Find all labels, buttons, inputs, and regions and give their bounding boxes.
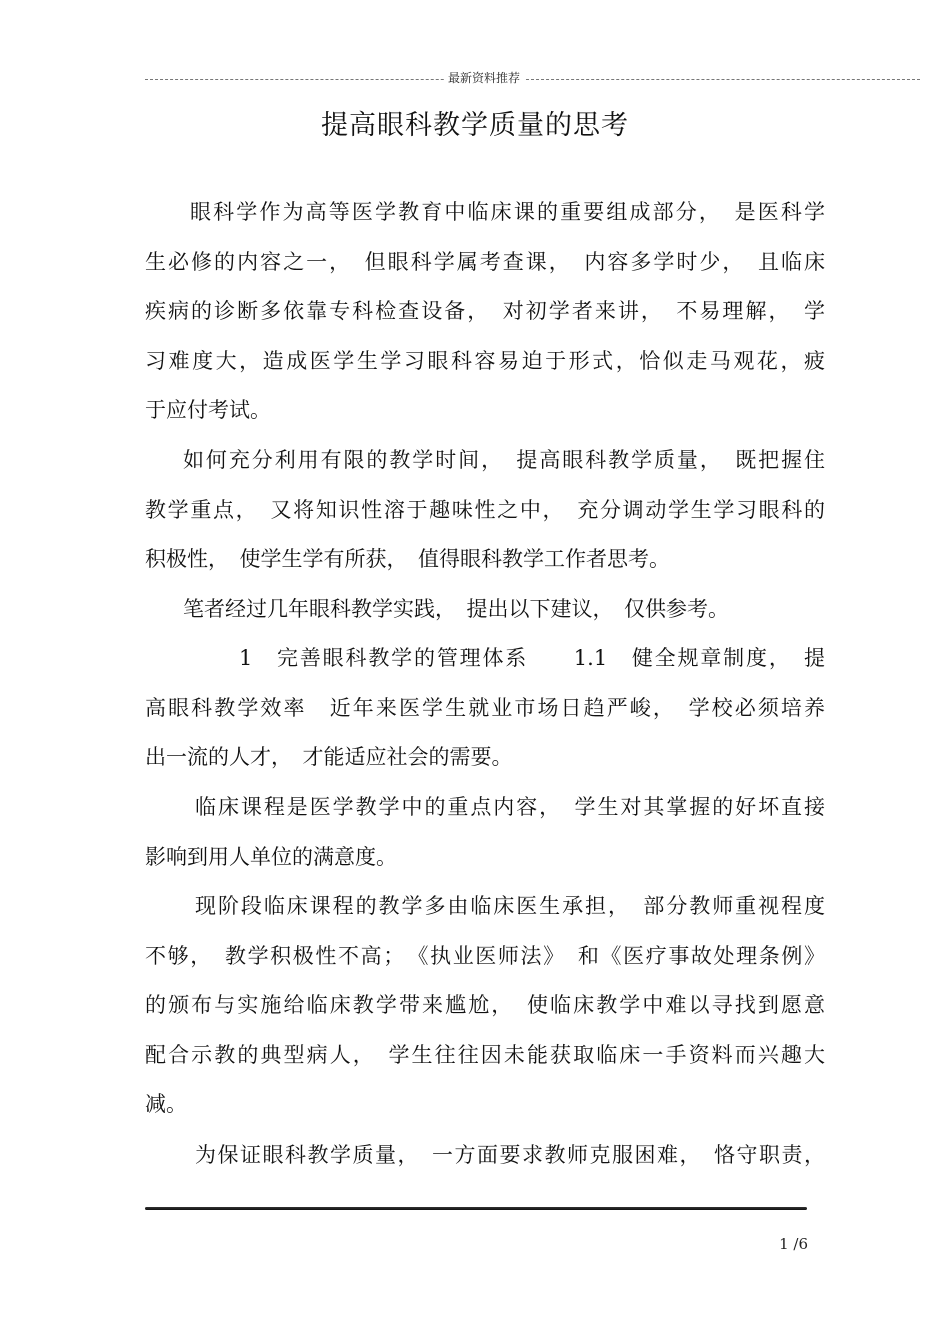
text-line: 教学重点， 又将知识性溶于趣味性之中， 充分调动学生学习眼科的 [145, 497, 825, 522]
paragraph-6 [145, 882, 825, 1130]
paragraph-5 [145, 783, 825, 882]
text-line: 高眼科教学效率 近年来医学生就业市场日趋严峻， 学校必须培养 [145, 695, 825, 720]
paragraph-3 [145, 585, 825, 635]
text-line: 影响到用人单位的满意度。 [145, 844, 397, 869]
text-line: 笔者经过几年眼科教学实践， 提出以下建议， 仅供参考。 [183, 597, 729, 621]
text-line: 于应付考试。 [145, 398, 271, 422]
paragraph-2 [145, 436, 825, 585]
text-line: 眼科学作为高等医学教育中临床课的重要组成部分， 是医科学 [190, 200, 825, 224]
text-line: 为保证眼科教学质量， 一方面要求教师克服困难， 恪守职责， [195, 1143, 825, 1167]
footer-rule [145, 1207, 807, 1210]
text-line: 的颁布与实施给临床教学带来尴尬， 使临床教学中难以寻找到愿意 [145, 993, 825, 1017]
text-line: 习难度大，造成医学生学习眼科容易迫于形式，恰似走马观花，疲 [145, 348, 825, 373]
text-line: 临床课程是医学教学中的重点内容， 学生对其掌握的好坏直接 [195, 795, 825, 819]
text-line: 配合示教的典型病人， 学生往往因未能获取临床一手资料而兴趣大 [145, 1042, 825, 1067]
paragraph-1 [145, 188, 825, 436]
text-line: 不够， 教学积极性不高； 《执业医师法》 和《医疗事故处理条例》 [145, 943, 825, 968]
text-line: 减。 [145, 1092, 187, 1116]
document-title: 提高眼科教学质量的思考 [321, 110, 629, 141]
text-line: 出一流的人才， 才能适应社会的需要。 [145, 745, 513, 769]
paragraph-4 [145, 634, 825, 783]
paragraph-7 [145, 1131, 825, 1181]
header-rule [145, 79, 920, 80]
page-number: 1 /6 [779, 1235, 808, 1253]
text-line: 现阶段临床课程的教学多由临床医生承担， 部分教师重视程度 [195, 894, 825, 918]
text-line: 1 完善眼科教学的管理体系 1.1 健全规章制度， 提 [239, 646, 825, 670]
header-text: 最新资料推荐 [444, 70, 524, 86]
text-line: 积极性， 使学生学有所获， 值得眼科教学工作者思考。 [145, 547, 670, 571]
text-line: 疾病的诊断多依靠专科检查设备， 对初学者来讲， 不易理解， 学 [145, 299, 825, 323]
text-line: 生必修的内容之一， 但眼科学属考查课， 内容多学时少， 且临床 [145, 249, 825, 274]
text-line: 如何充分利用有限的教学时间， 提高眼科教学质量， 既把握住 [183, 448, 825, 472]
